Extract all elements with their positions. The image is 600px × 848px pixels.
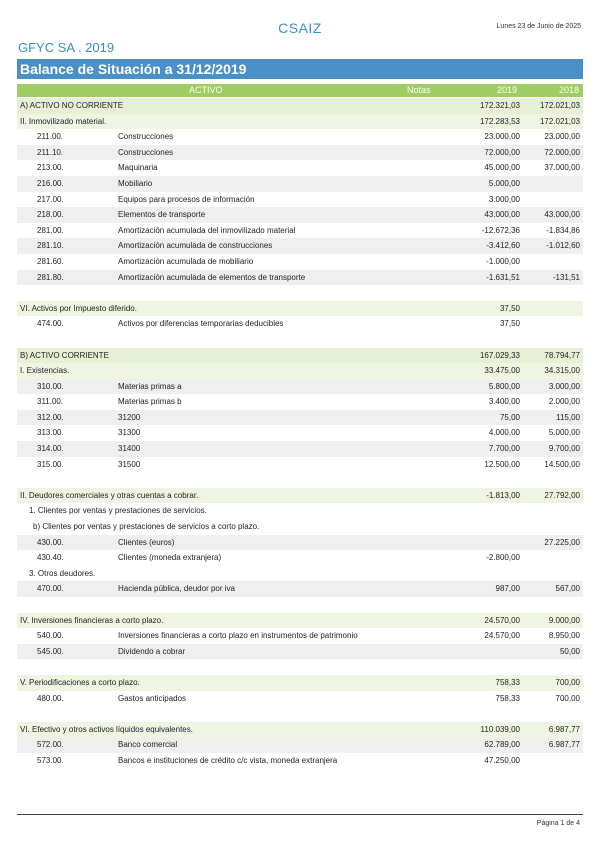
- value-2018: 9.000,00: [548, 615, 580, 625]
- value-2018: 115,00: [556, 412, 580, 422]
- row-label: 3. Otros deudores.: [29, 568, 96, 578]
- value-2018: 50,00: [559, 646, 580, 656]
- value-2018: 72.000,00: [544, 147, 580, 157]
- value-2018: 27.225,00: [544, 537, 580, 547]
- table-row: [17, 737, 583, 753]
- spacer-row: [17, 285, 583, 301]
- row-label: I. Existencias.: [20, 366, 70, 376]
- account-description: Materias primas a: [118, 381, 182, 391]
- table-row: [17, 129, 583, 145]
- table-row: [17, 644, 583, 660]
- value-2019: -3.412,60: [486, 241, 520, 251]
- table-row: [17, 410, 583, 426]
- row-label: B) ACTIVO CORRIENTE: [20, 350, 109, 360]
- account-description: Activos por diferencias temporarias deducibles: [118, 319, 284, 329]
- report-date: Lunes 23 de Junio de 2025: [496, 23, 581, 30]
- account-code: 470.00.: [37, 584, 64, 594]
- balance-table: [17, 98, 583, 769]
- group-row: [17, 363, 583, 379]
- row-label: IV. Inversiones financieras a corto plazo.: [20, 615, 164, 625]
- account-code: 213.00.: [37, 163, 64, 173]
- column-notas: Notas: [407, 85, 431, 95]
- spacer-row: [17, 706, 583, 722]
- spacer-row: [17, 332, 583, 348]
- value-2018: 43.000,00: [544, 210, 580, 220]
- group-row: [17, 301, 583, 317]
- value-2018: 6.987,77: [548, 724, 580, 734]
- value-2019: 172.283,53: [479, 116, 520, 126]
- table-row: [17, 238, 583, 254]
- value-2018: 27.792,00: [544, 490, 580, 500]
- account-description: Inversiones financieras a corto plazo en instrumentos de patrimonio: [118, 631, 358, 641]
- spacer-row: [17, 659, 583, 675]
- spacer-row: [17, 597, 583, 613]
- account-description: 31200: [118, 412, 141, 422]
- table-row: [17, 628, 583, 644]
- value-2018: -131,51: [552, 272, 580, 282]
- value-2019: 3.400,00: [488, 397, 520, 407]
- value-2018: 2.000,00: [548, 397, 580, 407]
- value-2019: 3.000,00: [488, 194, 520, 204]
- value-2019: 167.029,33: [479, 350, 520, 360]
- value-2019: 62.789,00: [484, 740, 520, 750]
- value-2019: 47.250,00: [484, 755, 520, 765]
- value-2019: 24.570,00: [484, 615, 520, 625]
- account-description: Dividendo a cobrar: [118, 646, 186, 656]
- account-description: Construcciones: [118, 147, 174, 157]
- value-2018: 9.700,00: [548, 444, 580, 454]
- account-code: 281.60.: [37, 256, 64, 266]
- column-header: [17, 84, 583, 97]
- value-2018: 34.315,00: [544, 366, 580, 376]
- account-description: Bancos e instituciones de crédito c/c vista, moneda extranjera: [118, 755, 338, 765]
- row-label: b) Clientes por ventas y prestaciones de servicios a corto plazo.: [33, 522, 260, 532]
- account-description: Gastos anticipados: [118, 693, 187, 703]
- footer-divider: [17, 814, 583, 815]
- section-row: [17, 98, 583, 114]
- value-2019: 5.000,00: [488, 178, 520, 188]
- column-activo: ACTIVO: [189, 85, 223, 95]
- row-label: II. Inmovilizado material.: [20, 116, 107, 126]
- table-row: [17, 535, 583, 551]
- group-row: [17, 114, 583, 130]
- account-description: Hacienda pública, deudor por iva: [118, 584, 235, 594]
- value-2018: 6.987,77: [548, 740, 580, 750]
- value-2019: 12.500,00: [484, 459, 520, 469]
- value-2019: -12.672,36: [481, 225, 520, 235]
- account-code: 540.00.: [37, 631, 64, 641]
- table-row: [17, 457, 583, 473]
- value-2019: 987,00: [495, 584, 520, 594]
- value-2019: 758,33: [495, 677, 520, 687]
- table-row: [17, 192, 583, 208]
- value-2018: 172.021,03: [539, 116, 580, 126]
- account-description: 31400: [118, 444, 141, 454]
- group-row: [17, 613, 583, 629]
- account-description: Materias primas b: [118, 397, 182, 407]
- value-2018: -1.834,86: [546, 225, 580, 235]
- account-description: 31300: [118, 428, 141, 438]
- account-code: 281.00.: [37, 225, 64, 235]
- table-row: [17, 270, 583, 286]
- value-2019: 24.570,00: [484, 631, 520, 641]
- table-row: [17, 207, 583, 223]
- subgroup-row: [17, 503, 583, 519]
- account-description: Elementos de transporte: [118, 210, 206, 220]
- account-description: Clientes (moneda extranjera): [118, 553, 222, 563]
- account-code: 474.00.: [37, 319, 64, 329]
- value-2019: 5.800,00: [488, 381, 520, 391]
- table-row: [17, 160, 583, 176]
- table-row: [17, 441, 583, 457]
- account-code: 218.00.: [37, 210, 64, 220]
- account-description: Amortización acumulada de elementos de transporte: [118, 272, 306, 282]
- value-2018: 78.794,77: [544, 350, 580, 360]
- value-2019: 4.000,00: [488, 428, 520, 438]
- account-code: 311.00.: [37, 397, 64, 407]
- value-2019: 33.475,00: [484, 366, 520, 376]
- account-code: 281.10.: [37, 241, 64, 251]
- value-2019: 72.000,00: [484, 147, 520, 157]
- account-code: 217.00.: [37, 194, 64, 204]
- value-2018: 700,00: [555, 693, 580, 703]
- table-row: [17, 394, 583, 410]
- table-row: [17, 254, 583, 270]
- account-code: 310.00.: [37, 381, 64, 391]
- table-row: [17, 379, 583, 395]
- account-description: Amortización acumulada del inmovilizado material: [118, 225, 296, 235]
- value-2018: 3.000,00: [548, 381, 580, 391]
- value-2019: -2.800,00: [486, 553, 520, 563]
- report-subtitle: GFYC SA . 2019: [18, 40, 115, 55]
- value-2018: 5.000,00: [548, 428, 580, 438]
- value-2019: 7.700,00: [488, 444, 520, 454]
- account-description: Amortización acumulada de mobiliario: [118, 256, 254, 266]
- account-code: 430.00.: [37, 537, 64, 547]
- table-row: [17, 223, 583, 239]
- value-2018: 700,00: [555, 677, 580, 687]
- value-2018: 567,00: [555, 584, 580, 594]
- row-label: VI. Efectivo y otros activos líquidos equivalentes.: [20, 724, 193, 734]
- table-row: [17, 176, 583, 192]
- group-row: [17, 675, 583, 691]
- value-2019: -1.813,00: [486, 490, 520, 500]
- account-code: 545.00.: [37, 646, 64, 656]
- account-description: Equipos para procesos de información: [118, 194, 255, 204]
- account-description: Mobiliario: [118, 178, 153, 188]
- account-description: Amortización acumulada de construcciones: [118, 241, 273, 251]
- account-code: 312.00.: [37, 412, 64, 422]
- account-description: 31500: [118, 459, 141, 469]
- section-row: [17, 348, 583, 364]
- account-description: Construcciones: [118, 132, 174, 142]
- table-row: [17, 145, 583, 161]
- row-label: 1. Clientes por ventas y prestaciones de servicios.: [29, 506, 207, 516]
- account-description: Clientes (euros): [118, 537, 175, 547]
- company-name: CSAIZ: [278, 20, 322, 36]
- table-row: [17, 550, 583, 566]
- group-row: [17, 722, 583, 738]
- value-2019: 75,00: [499, 412, 520, 422]
- account-code: 314.00.: [37, 444, 64, 454]
- account-code: 313.00.: [37, 428, 64, 438]
- group-row: [17, 488, 583, 504]
- table-row: [17, 753, 583, 769]
- account-code: 216.00.: [37, 178, 64, 188]
- value-2019: 37,50: [499, 319, 520, 329]
- value-2019: 758,33: [495, 693, 520, 703]
- value-2019: 37,50: [499, 303, 520, 313]
- row-label: V. Periodificaciones a corto plazo.: [20, 677, 140, 687]
- value-2018: 37.000,00: [544, 163, 580, 173]
- value-2018: 8.950,00: [548, 631, 580, 641]
- value-2019: 23.000,00: [484, 132, 520, 142]
- value-2018: 23.000,00: [544, 132, 580, 142]
- row-label: VI. Activos por Impuesto diferido.: [20, 303, 137, 313]
- value-2019: -1.631,51: [486, 272, 520, 282]
- subgroup-row: [17, 519, 583, 535]
- page-number: Página 1 de 4: [536, 820, 580, 827]
- subgroup-row: [17, 566, 583, 582]
- table-row: [17, 581, 583, 597]
- account-description: Maquinaria: [118, 163, 158, 173]
- account-code: 315.00.: [37, 459, 64, 469]
- value-2018: 14.500,00: [544, 459, 580, 469]
- row-label: A) ACTIVO NO CORRIENTE: [20, 101, 124, 110]
- row-label: II. Deudores comerciales y otras cuentas a cobrar.: [20, 490, 199, 500]
- column-2019: 2019: [496, 85, 517, 95]
- account-code: 211.10.: [37, 147, 64, 157]
- column-2018: 2018: [558, 85, 579, 95]
- table-row: [17, 691, 583, 707]
- value-2019: -1.000,00: [486, 256, 520, 266]
- value-2019: 43.000,00: [484, 210, 520, 220]
- table-row: [17, 425, 583, 441]
- account-code: 573.00.: [37, 755, 64, 765]
- value-2019: 110.039,00: [480, 724, 520, 734]
- account-code: 211.00.: [37, 132, 64, 142]
- account-code: 281.80.: [37, 272, 64, 282]
- account-code: 430.40.: [37, 553, 64, 563]
- account-code: 480.00.: [37, 693, 64, 703]
- spacer-row: [17, 472, 583, 488]
- value-2018: -1.012,60: [546, 241, 580, 251]
- report-title: Balance de Situación a 31/12/2019: [17, 59, 583, 79]
- table-row: [17, 316, 583, 332]
- account-code: 572.00.: [37, 740, 64, 750]
- value-2018: 172.021,03: [539, 101, 580, 110]
- account-description: Banco comercial: [118, 740, 178, 750]
- value-2019: 172.321,03: [479, 101, 520, 110]
- value-2019: 45.000,00: [484, 163, 520, 173]
